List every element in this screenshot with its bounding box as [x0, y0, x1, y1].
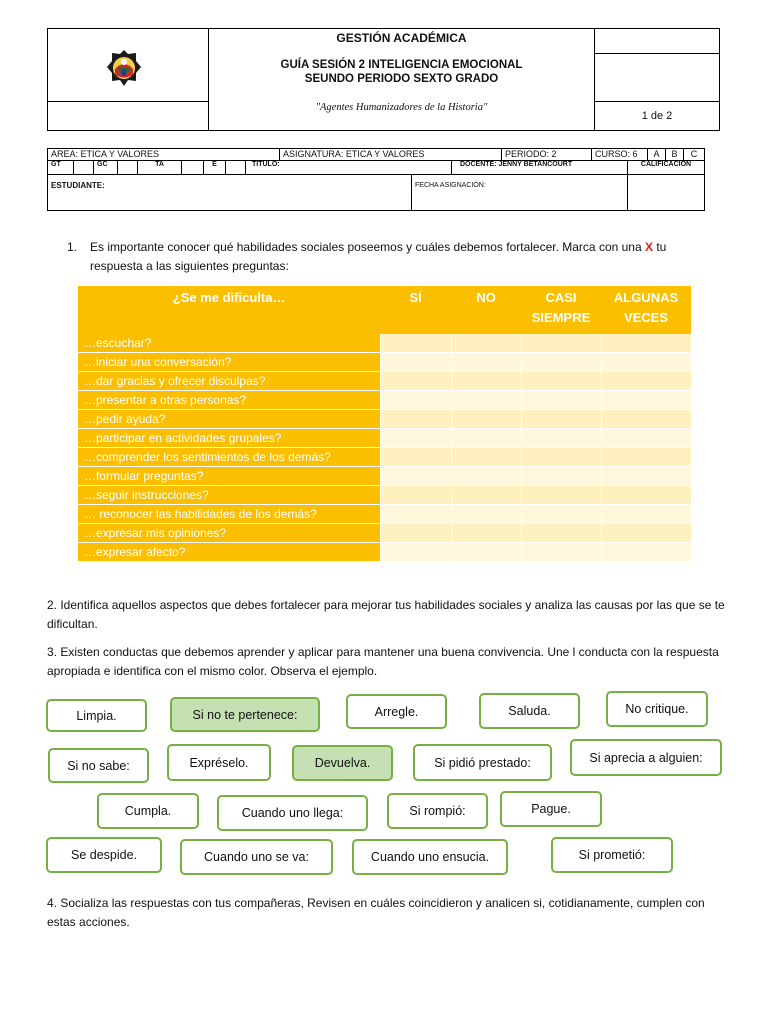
- e-box: [226, 161, 246, 174]
- ta-box: [182, 161, 204, 174]
- row-label: …formular preguntas?: [78, 467, 380, 486]
- curso-a-cell: A: [648, 149, 666, 160]
- survey-header-row: [78, 286, 691, 334]
- answer-no[interactable]: [451, 524, 521, 543]
- answer-algunas-veces[interactable]: [601, 372, 691, 391]
- row-label: …escuchar?: [78, 334, 380, 353]
- question-3: 3. Existen conductas que debemos aprender y aplicar para mantener una buena convivencia. Une l conducta con la respuesta apropiada e identifica con el mismo color. Observa el ejemplo.: [47, 645, 719, 678]
- row-label: …seguir instrucciones?: [78, 486, 380, 505]
- header-right-cell-1: [595, 29, 719, 54]
- header-casi: CASI: [545, 290, 577, 305]
- pill-si-aprecia-a-alguien[interactable]: Si aprecia a alguien:: [570, 739, 722, 776]
- gc-box: [118, 161, 138, 174]
- logo-cell: [48, 29, 209, 102]
- survey-header-no: NO: [451, 286, 521, 334]
- answer-casi-siempre[interactable]: [521, 410, 601, 429]
- pill-cumpla[interactable]: Cumpla.: [97, 793, 199, 829]
- row-label: …iniciar una conversación?: [78, 353, 380, 372]
- answer-no[interactable]: [451, 467, 521, 486]
- question-1-number: 1.: [67, 240, 78, 254]
- answer-algunas-veces[interactable]: [601, 353, 691, 372]
- docente-cell: DOCENTE: JENNY BETANCOURT: [452, 161, 628, 174]
- answer-no[interactable]: [451, 410, 521, 429]
- motto: "Agentes Humanizadores de la Historia": [315, 102, 488, 113]
- student-info-table: [47, 148, 705, 211]
- answer-no[interactable]: [451, 505, 521, 524]
- answer-casi-siempre[interactable]: [521, 543, 601, 562]
- table-row: [78, 448, 691, 467]
- pill-expreselo[interactable]: Expréselo.: [167, 744, 271, 781]
- curso-cell: CURSO: 6: [592, 149, 648, 160]
- header-algunas: ALGUNAS: [613, 290, 679, 305]
- answer-casi-siempre[interactable]: [521, 448, 601, 467]
- answer-casi-siempre[interactable]: [521, 467, 601, 486]
- answer-algunas-veces[interactable]: [601, 334, 691, 353]
- pill-si-prometio[interactable]: Si prometió:: [551, 837, 673, 873]
- pill-cuando-uno-ensucia[interactable]: Cuando uno ensucia.: [352, 839, 508, 875]
- answer-casi-siempre[interactable]: [521, 334, 601, 353]
- answer-algunas-veces[interactable]: [601, 448, 691, 467]
- answer-algunas-veces[interactable]: [601, 524, 691, 543]
- pill-devuelva[interactable]: Devuelva.: [292, 745, 393, 781]
- area-cell: AREA: ETICA Y VALORES: [48, 149, 280, 160]
- answer-si[interactable]: [380, 448, 451, 467]
- table-row: [78, 543, 691, 562]
- table-row: [78, 353, 691, 372]
- answer-casi-siempre[interactable]: [521, 486, 601, 505]
- answer-si[interactable]: [380, 429, 451, 448]
- school-crest-icon: [106, 49, 142, 87]
- survey-header-si: SÍ: [380, 286, 451, 334]
- answer-casi-siempre[interactable]: [521, 429, 601, 448]
- answer-si[interactable]: [380, 524, 451, 543]
- answer-algunas-veces[interactable]: [601, 429, 691, 448]
- pill-no-critique[interactable]: No critique.: [606, 691, 708, 727]
- answer-si[interactable]: [380, 467, 451, 486]
- pill-si-pidio-prestado[interactable]: Si pidió prestado:: [413, 744, 552, 781]
- answer-no[interactable]: [451, 429, 521, 448]
- answer-no[interactable]: [451, 391, 521, 410]
- row-label: …expresar afecto?: [78, 543, 380, 562]
- pill-saluda[interactable]: Saluda.: [479, 693, 580, 729]
- table-row: [78, 372, 691, 391]
- pill-arregle[interactable]: Arregle.: [346, 694, 447, 729]
- question-4: 4. Socializa las respuestas con tus compañeras, Revisen en cuáles coincidieron y analicen si, cotidianamente, cumplen con estas acciones.: [47, 896, 705, 929]
- header-title: GESTIÓN ACADÉMICA: [336, 31, 467, 45]
- periodo-cell: PERIODO: 2: [502, 149, 592, 160]
- answer-si[interactable]: [380, 486, 451, 505]
- table-row: [78, 505, 691, 524]
- table-row: [78, 486, 691, 505]
- asignatura-cell: ASIGNATURA: ETICA Y VALORES: [280, 149, 502, 160]
- header-center: [209, 29, 595, 130]
- question-1-text-after: tu respuesta a las siguientes preguntas:: [90, 240, 667, 273]
- row-label: …presentar a otras personas?: [78, 391, 380, 410]
- answer-no[interactable]: [451, 543, 521, 562]
- answer-casi-siempre[interactable]: [521, 372, 601, 391]
- pill-cuando-uno-se-va[interactable]: Cuando uno se va:: [180, 839, 333, 875]
- row-label: …pedir ayuda?: [78, 410, 380, 429]
- pill-se-despide[interactable]: Se despide.: [46, 837, 162, 873]
- pill-cuando-uno-llega[interactable]: Cuando uno llega:: [217, 795, 368, 831]
- header-veces: VECES: [623, 310, 669, 325]
- answer-casi-siempre[interactable]: [521, 524, 601, 543]
- titulo-cell: TITULO:: [246, 161, 452, 174]
- info-row-3: [48, 175, 704, 210]
- calificacion-box: [628, 175, 704, 210]
- answer-si[interactable]: [380, 391, 451, 410]
- estudiante-field[interactable]: ESTUDIANTE:: [48, 175, 412, 210]
- question-2: 2. Identifica aquellos aspectos que debes fortalecer para mejorar tus habilidades sociales y analiza las causas por las que se te dificultan.: [47, 598, 725, 631]
- guide-line-1: GUÍA SESIÓN 2 INTELIGENCIA EMOCIONAL: [280, 59, 523, 71]
- answer-si[interactable]: [380, 410, 451, 429]
- answer-algunas-veces[interactable]: [601, 410, 691, 429]
- answer-no[interactable]: [451, 486, 521, 505]
- row-label: …comprender los sentimientos de los demás?: [78, 448, 380, 467]
- ta-cell: TA: [138, 161, 182, 174]
- table-row: [78, 524, 691, 543]
- answer-no[interactable]: [451, 334, 521, 353]
- guide-title: [209, 58, 594, 86]
- answer-casi-siempre[interactable]: [521, 353, 601, 372]
- header-siempre: SIEMPRE: [531, 310, 591, 325]
- mark-x: X: [644, 240, 653, 254]
- answer-algunas-veces[interactable]: [601, 543, 691, 562]
- table-row: [78, 334, 691, 353]
- document-header: [47, 28, 720, 131]
- pill-si-rompio[interactable]: Si rompió:: [387, 793, 488, 829]
- answer-algunas-veces[interactable]: [601, 467, 691, 486]
- answer-no[interactable]: [451, 448, 521, 467]
- answer-si[interactable]: [380, 372, 451, 391]
- answer-no[interactable]: [451, 353, 521, 372]
- pill-limpia[interactable]: Limpia.: [46, 699, 147, 732]
- header-right-cell-2: [595, 54, 719, 102]
- answer-si[interactable]: [380, 505, 451, 524]
- page-number: 1 de 2: [641, 110, 673, 122]
- survey-header-casi-siempre: [521, 286, 601, 334]
- answer-algunas-veces[interactable]: [601, 486, 691, 505]
- curso-c-cell: C: [690, 149, 698, 159]
- row-label: …dar gracias y ofrecer disculpas?: [78, 372, 380, 391]
- answer-si[interactable]: [380, 353, 451, 372]
- skills-survey-table: [78, 286, 691, 562]
- gc-cell: GC: [94, 161, 118, 174]
- row-label: …participar en actividades grupales?: [78, 429, 380, 448]
- answer-si[interactable]: [380, 334, 451, 353]
- blank-cell: [48, 102, 209, 130]
- answer-casi-siempre[interactable]: [521, 391, 601, 410]
- answer-si[interactable]: [380, 543, 451, 562]
- survey-header-algunas-veces: [601, 286, 691, 334]
- answer-algunas-veces[interactable]: [601, 505, 691, 524]
- e-cell: E: [204, 161, 226, 174]
- pill-si-no-sabe[interactable]: Si no sabe:: [48, 748, 149, 783]
- row-label: … reconocer las habilidades de los demás?: [78, 505, 380, 524]
- survey-header-question: ¿Se me dificulta…: [78, 286, 380, 334]
- gt-cell: GT: [48, 161, 74, 174]
- guide-line-2: SEUNDO PERIODO SEXTO GRADO: [304, 73, 499, 85]
- fecha-field[interactable]: FECHA ASIGNACIÓN:: [412, 175, 628, 210]
- answer-casi-siempre[interactable]: [521, 505, 601, 524]
- table-row: [78, 391, 691, 410]
- table-row: [78, 410, 691, 429]
- gt-box: [74, 161, 94, 174]
- table-row: [78, 467, 691, 486]
- calificacion-cell: CALIFICACIÓN: [640, 161, 692, 168]
- info-row-2: [48, 161, 704, 175]
- question-1-text-before: Es importante conocer qué habilidades sociales poseemos y cuáles debemos fortalecer. Marca con una: [90, 240, 645, 254]
- question-1-text: [90, 238, 705, 276]
- pill-pague[interactable]: Pague.: [500, 791, 602, 827]
- pill-si-no-te-pertenece[interactable]: Si no te pertenece:: [170, 697, 320, 732]
- curso-b-cell: B: [666, 149, 684, 160]
- row-label: …expresar mis opiniones?: [78, 524, 380, 543]
- answer-no[interactable]: [451, 372, 521, 391]
- table-row: [78, 429, 691, 448]
- info-row-1: [48, 149, 704, 161]
- answer-algunas-veces[interactable]: [601, 391, 691, 410]
